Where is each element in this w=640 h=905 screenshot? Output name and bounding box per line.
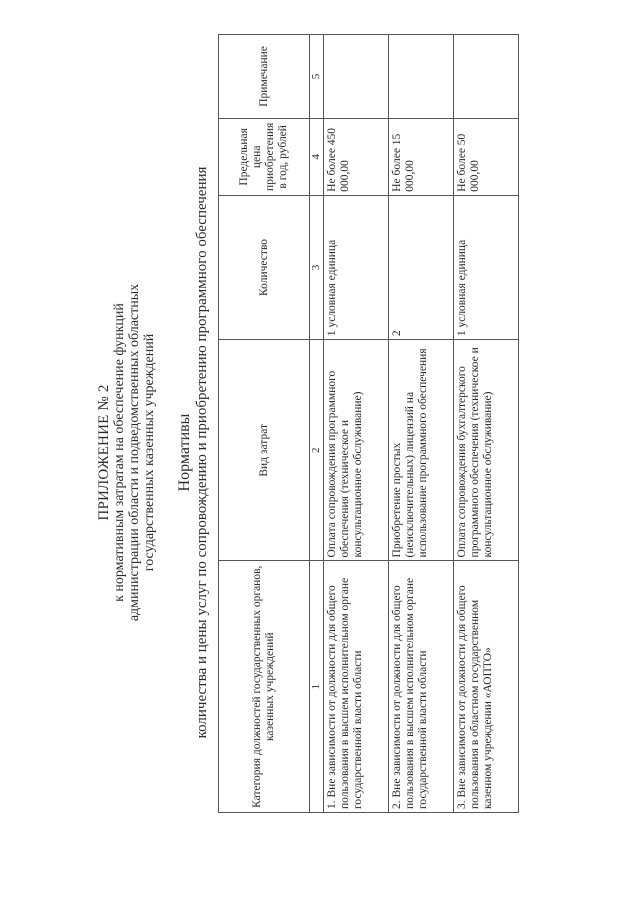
cell-expense-type: Оплата сопровождения бухгалтерского программного обеспечения (техническое и консультационное обслуживание)	[454, 340, 519, 561]
header-expense-type: Вид затрат	[219, 340, 310, 561]
column-number: 3	[310, 195, 324, 339]
cell-note	[454, 35, 519, 119]
appendix-line-1: к нормативным затратам на обеспечение функций	[112, 303, 127, 602]
header-quantity: Количество	[219, 195, 310, 339]
cell-price: Не более 15 000,00	[389, 118, 454, 195]
cell-note	[324, 35, 389, 119]
table-row	[454, 35, 519, 813]
cell-quantity: 1 условная единица	[324, 195, 389, 339]
column-number: 1	[310, 561, 324, 813]
norms-subtitle: количества и цены услуг по сопровождению и приобретению программного обеспечения	[194, 166, 210, 739]
header-note: Примечание	[219, 35, 310, 119]
cell-expense-type: Оплата сопровождения программного обеспечения (техническое и консультационное обслуживание)	[324, 340, 389, 561]
cell-price: Не более 450 000,00	[324, 118, 389, 195]
table-row	[324, 35, 389, 813]
header-price: Предельная цена приобретения в год, рублей	[219, 118, 310, 195]
appendix-title: ПРИЛОЖЕНИЕ № 2	[96, 384, 112, 521]
cell-category: 1. Вне зависимости от должности для общего пользования в высшем исполнительном органе государственной власти области	[324, 561, 389, 813]
appendix-line-3: государственных казенных учреждений	[142, 333, 157, 572]
column-number: 4	[310, 118, 324, 195]
header-category: Категория должностей государственных органов, казенных учреждений	[219, 561, 310, 813]
column-number: 2	[310, 340, 324, 561]
cell-category: 3. Вне зависимости от должности для общего пользования в областном государственном казенном учреждении «АОПТО»	[454, 561, 519, 813]
cell-quantity: 1 условная единица	[454, 195, 519, 339]
norms-title: Нормативы	[176, 413, 193, 492]
table-header-row	[219, 35, 310, 813]
cell-price: Не более 50 000,00	[454, 118, 519, 195]
column-number: 5	[310, 35, 324, 119]
column-numbers-row	[310, 35, 324, 813]
cell-note	[389, 35, 454, 119]
appendix-line-2: администрации области и подведомственных областных	[127, 283, 142, 622]
appendix-header	[96, 0, 157, 905]
cell-category: 2. Вне зависимости от должности для общего пользования в высшем исполнительном органе государственной власти области	[389, 561, 454, 813]
cell-quantity: 2	[389, 195, 454, 339]
cell-expense-type: Приобретение простых (неисключительных) лицензий на использование программного обеспечения	[389, 340, 454, 561]
table-row	[389, 35, 454, 813]
norms-table	[218, 34, 519, 813]
